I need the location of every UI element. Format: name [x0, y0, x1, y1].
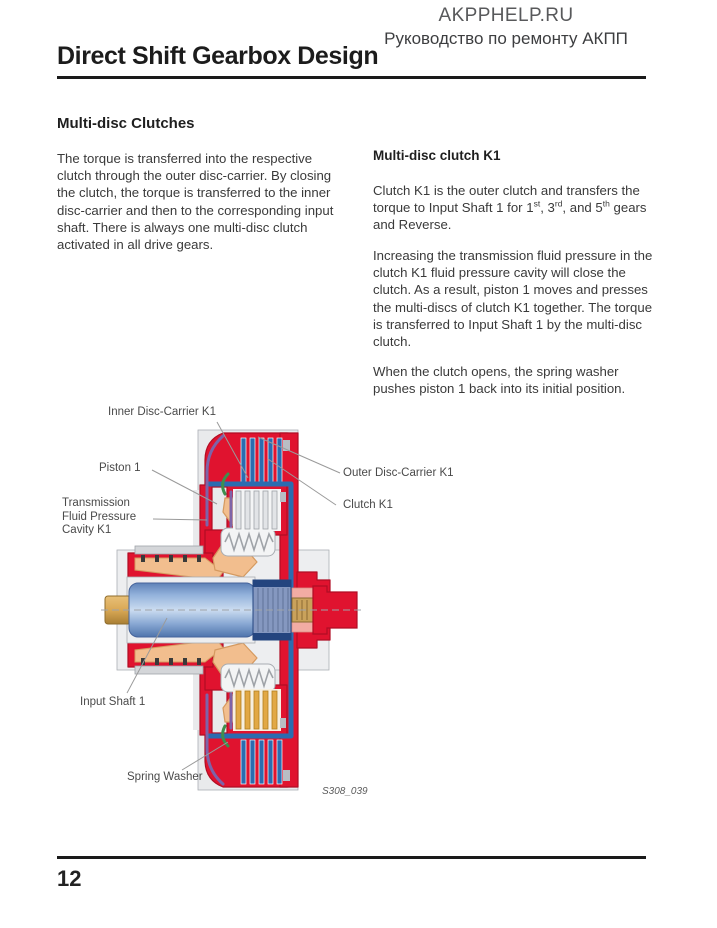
sup-th: th [602, 198, 610, 209]
label-fluid-pressure-cavity: Transmission Fluid Pressure Cavity K1 [62, 497, 137, 536]
section-heading-multi-disc-clutches: Multi-disc Clutches [57, 115, 195, 132]
clutch-cross-section-diagram [55, 400, 455, 805]
page-title: Direct Shift Gearbox Design [57, 42, 379, 70]
p1-text: , 3 [540, 200, 555, 216]
inner-disc-pack-top [233, 489, 286, 531]
p1-text: , and 5 [562, 200, 603, 216]
site-subtitle: Руководство по ремонту АКПП [384, 29, 628, 48]
label-spring-washer: Spring Washer [127, 771, 203, 783]
site-name: AKPPHELP.RU [438, 5, 574, 26]
inner-disc-pack-bottom [233, 689, 286, 731]
right-paragraph-3: When the clutch opens, the spring washer pushes piston 1 back into its initial position. [373, 364, 626, 397]
sup-st: st [533, 198, 541, 209]
input-shaft-assembly [101, 577, 363, 643]
p1-text: Clutch K1 is the outer clutch and transfers the torque to Input Shaft 1 for 1 [373, 183, 640, 216]
figure-code: S308_039 [322, 786, 368, 797]
label-inner-disc-carrier: Inner Disc-Carrier K1 [108, 406, 216, 418]
label-piston-1: Piston 1 [99, 462, 141, 474]
sup-rd: rd [554, 198, 563, 209]
label-clutch-k1: Clutch K1 [343, 499, 393, 511]
left-paragraph: The torque is transferred into the respective clutch through the outer disc-carrier. By closing the clutch, the torque is transferred to the inner disc-carrier and then to the corresponding input shaft. There is always one multi-disc clutch activated in all drive gears. [57, 151, 334, 253]
right-paragraph-2: Increasing the transmission fluid pressure in the clutch K1 fluid pressure cavity will close the clutch. As a result, piston 1 moves and presses the multi-discs of clutch K1 together. The torque is transferred to Input Shaft 1 by the multi-disc clutch. [373, 248, 653, 350]
footer-rule [57, 856, 646, 859]
label-input-shaft-1: Input Shaft 1 [80, 696, 146, 708]
label-outer-disc-carrier: Outer Disc-Carrier K1 [343, 467, 454, 479]
page-number: 12 [57, 866, 82, 891]
section-heading-clutch-k1: Multi-disc clutch K1 [373, 148, 501, 163]
p1-text: gears and Reverse. [373, 200, 647, 233]
